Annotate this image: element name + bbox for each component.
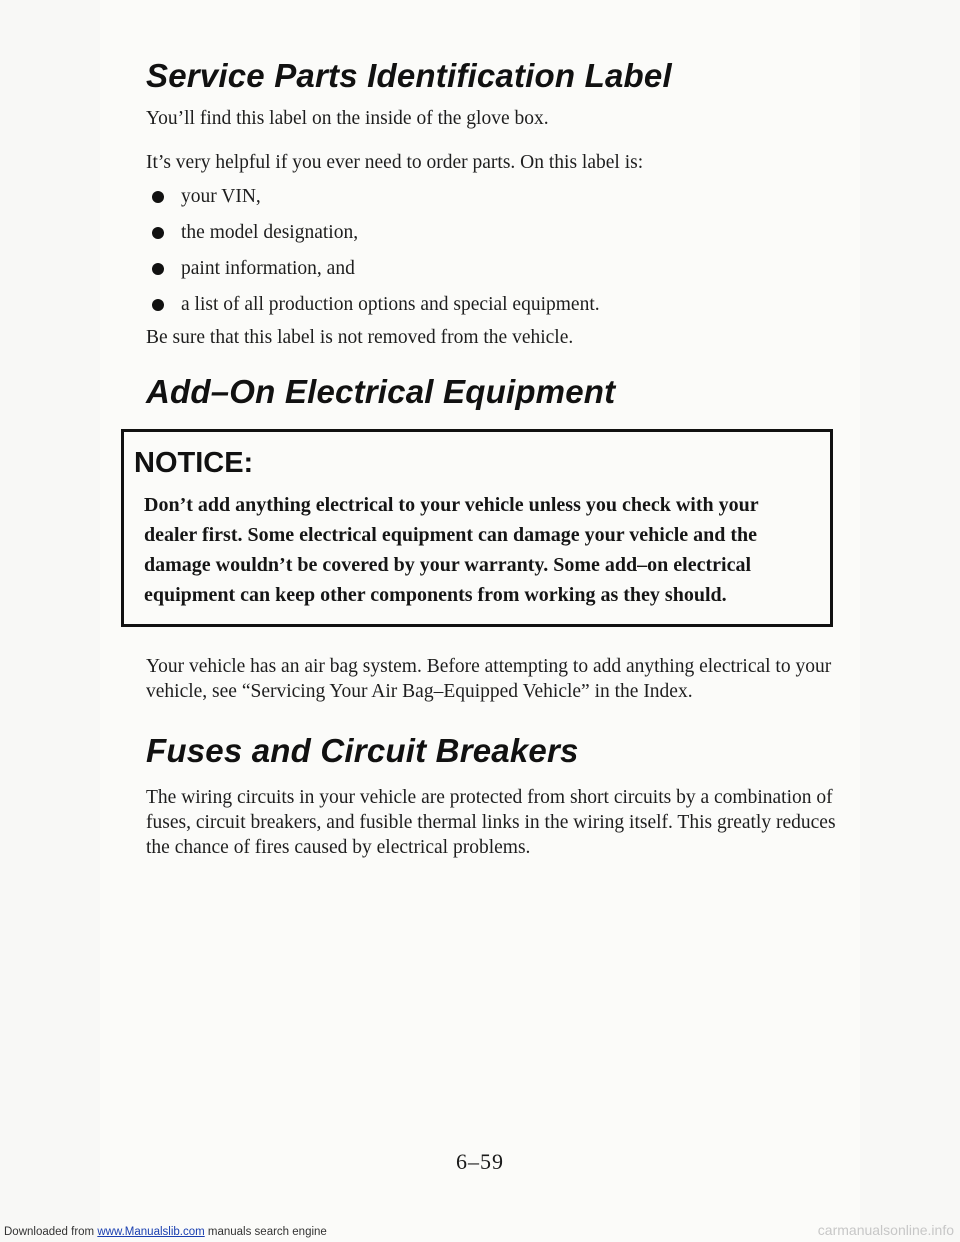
paragraph: The wiring circuits in your vehicle are protected from short circuits by a combination of fuses, circuit breakers, and fusible thermal links in the wiring itself. This greatly reduces the chance of fires caused by electrical problems. — [146, 787, 836, 858]
download-footer — [4, 1225, 327, 1239]
list-item — [152, 220, 846, 245]
bullet-icon — [152, 191, 164, 203]
bullet-icon — [152, 299, 164, 311]
list-item — [152, 256, 846, 281]
footer-suffix: manuals search engine — [204, 1226, 327, 1238]
notice-box — [121, 429, 833, 627]
page-number: 6–59 — [456, 1149, 504, 1174]
paragraph: Your vehicle has an air bag system. Before attempting to add anything electrical to your vehicle, see “Servicing Your Air Bag–Equipped Vehicle” in the Index. — [146, 656, 832, 702]
list-item-text: a list of all production options and special equipment. — [181, 294, 600, 315]
bullet-icon — [152, 227, 164, 239]
label-contents-list — [146, 184, 846, 317]
footer-prefix: Downloaded from — [4, 1226, 98, 1238]
page-content — [134, 56, 846, 860]
list-item-text: your VIN, — [181, 186, 261, 207]
section-title-service-parts-label: Service Parts Identification Label — [146, 57, 672, 94]
paragraph: You’ll find this label on the inside of the glove box. — [146, 108, 549, 129]
paragraph: It’s very helpful if you ever need to order parts. On this label is: — [146, 152, 644, 173]
list-item-text: the model designation, — [181, 222, 359, 243]
section-title-add-on-electrical: Add–On Electrical Equipment — [146, 373, 616, 410]
list-item — [152, 184, 846, 209]
list-item-text: paint information, and — [181, 258, 355, 279]
manualslib-link[interactable]: www.Manualslib.com — [97, 1226, 205, 1238]
notice-text: Don’t add anything electrical to your vehicle unless you check with your dealer first. Some electrical equipment can damage your vehicle and the damage wouldn’t be covered by your warranty. Some add–on electrical equipment can keep other components from working as they should. — [144, 494, 759, 606]
notice-heading: NOTICE: — [134, 447, 254, 479]
list-item — [152, 292, 846, 317]
section-title-fuses-circuit-breakers: Fuses and Circuit Breakers — [146, 732, 579, 769]
paragraph: Be sure that this label is not removed from the vehicle. — [146, 327, 574, 348]
watermark-text: carmanualsonline.info — [817, 1222, 954, 1238]
bullet-icon — [152, 263, 164, 275]
